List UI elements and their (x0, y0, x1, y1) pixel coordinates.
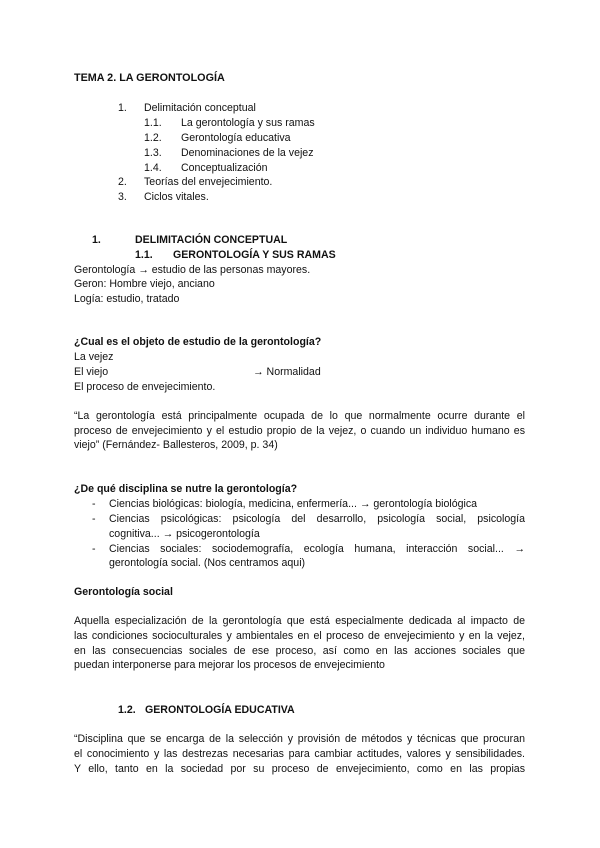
toc-number: 1.2. (144, 132, 162, 144)
question-heading: ¿Cual es el objeto de estudio de la gerontología? (74, 336, 322, 348)
toc-item: Conceptualización (181, 162, 268, 174)
object-line: La vejez (74, 351, 114, 363)
quote-line: Y ello, tanto en la sociedad por su proceso de envejecimiento, como en las propias (74, 763, 525, 775)
toc-item: Delimitación conceptual (144, 102, 256, 114)
quote-line: “Disciplina que se encarga de la selección y provisión de métodos y técnicas que procuran (74, 733, 525, 745)
toc-item: La gerontología y sus ramas (181, 117, 315, 129)
list-dash: - (92, 543, 96, 555)
paragraph-line: puedan interponerse para mejorar los procesos de envejecimiento (74, 659, 385, 671)
definition-line: Logía: estudio, tratado (74, 293, 180, 305)
list-item: cognitiva... → psicogerontología (109, 528, 260, 540)
subsection-number: 1.2. (118, 704, 136, 716)
section-number: 1. (92, 234, 101, 246)
definition-line: Gerontología → estudio de las personas mayores. (74, 264, 311, 276)
subsection-heading: GERONTOLOGÍA EDUCATIVA (145, 704, 295, 716)
list-item: gerontología social. (Nos centramos aqui) (109, 557, 306, 569)
quote-line: viejo” (Fernández- Ballesteros, 2009, p. 34) (74, 439, 278, 451)
page-title: TEMA 2. LA GERONTOLOGÍA (74, 72, 225, 84)
toc-number: 2. (118, 176, 127, 188)
toc-item: Teorías del envejecimiento. (144, 176, 273, 188)
toc-number: 1.1. (144, 117, 162, 129)
subsection-number: 1.1. (135, 249, 153, 261)
object-line: El proceso de envejecimiento. (74, 381, 216, 393)
object-line: El viejo (74, 366, 109, 378)
definition-line: Geron: Hombre viejo, anciano (74, 278, 215, 290)
subheading: Gerontología social (74, 586, 173, 598)
toc-item: Gerontología educativa (181, 132, 291, 144)
list-dash: - (92, 513, 96, 525)
list-item: Ciencias biológicas: biología, medicina, enfermería... → gerontología biológica (109, 498, 478, 510)
section-heading: DELIMITACIÓN CONCEPTUAL (135, 234, 288, 246)
paragraph-line: en las consecuencias sociales de ese proceso, así como en las acciones sociales que (74, 645, 525, 657)
paragraph-line: Aquella especialización de la gerontología que está especialmente dedicada al impacto de (74, 615, 525, 627)
toc-number: 3. (118, 191, 127, 203)
quote-line: el conocimiento y las destrezas necesarias para cambiar actitudes, valores y sensibilidades. (74, 748, 525, 760)
toc-item: Ciclos vitales. (144, 191, 209, 203)
toc-item: Denominaciones de la vejez (181, 147, 314, 159)
toc-number: 1.3. (144, 147, 162, 159)
list-dash: - (92, 498, 96, 510)
normalidad-note: → Normalidad (253, 366, 321, 378)
list-item: Ciencias psicológicas: psicología del desarrollo, psicología social, psicología (109, 513, 525, 525)
list-item: Ciencias sociales: sociodemografía, ecología humana, interacción social... → (109, 543, 525, 555)
question-heading: ¿De qué disciplina se nutre la gerontología? (74, 483, 298, 495)
toc-number: 1. (118, 102, 127, 114)
paragraph-line: las condiciones socioculturales y ambientales en el proceso de envejecimiento y en la vejez, (74, 630, 525, 642)
toc-number: 1.4. (144, 162, 162, 174)
quote-line: proceso de envejecimiento y el estudio propio de la vejez, o cuando un individuo humano es (74, 425, 525, 437)
quote-line: “La gerontología está principalmente ocupada de lo que normalmente ocurre durante el (74, 410, 525, 422)
subsection-heading: GERONTOLOGÍA Y SUS RAMAS (173, 249, 336, 261)
